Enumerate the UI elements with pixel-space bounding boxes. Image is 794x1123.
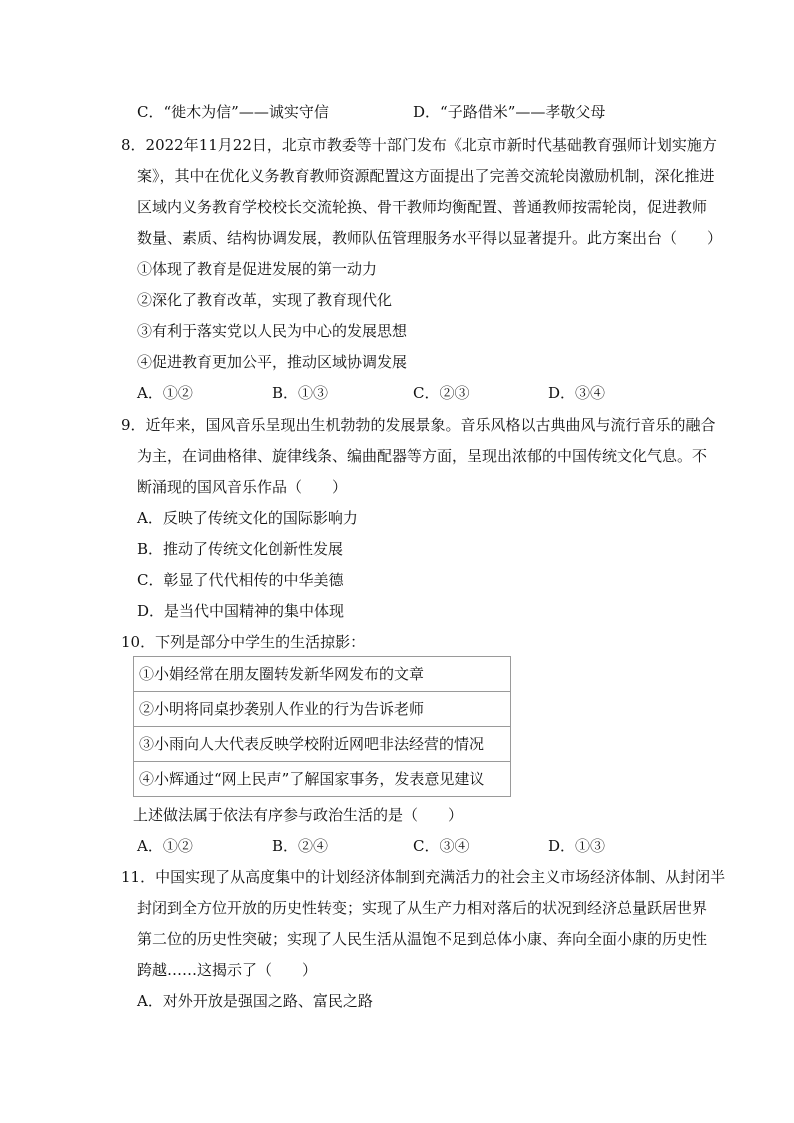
q8-stem-line: 区域内义务教育学校校长交流轮换、骨干教师均衡配置、普通教师按需轮岗，促进教师 xyxy=(137,198,708,216)
q10-scenario-table xyxy=(133,656,511,797)
q8-option-d: D．③④ xyxy=(548,384,606,402)
q11-stem-line: 11．中国实现了从高度集中的计划经济体制到充满活力的社会主义市场经济体制、从封闭半 xyxy=(121,868,726,886)
q10-option-c: C．③④ xyxy=(413,837,470,855)
q9-stem-line: 为主，在词曲格律、旋律线条、编曲配器等方面，呈现出浓郁的中国传统文化气息。不 xyxy=(137,447,708,465)
q9-stem-line: 断涌现的国风音乐作品（ ） xyxy=(137,478,348,496)
table-row xyxy=(134,762,511,797)
table-cell: ③小雨向人大代表反映学校附近网吧非法经营的情况 xyxy=(134,727,511,762)
q11-stem-line: 跨越……这揭示了（ ） xyxy=(137,961,318,979)
q8-stem-line: 8．2022年11月22日，北京市教委等十部门发布《北京市新时代基础教育强师计划实施方 xyxy=(121,136,717,154)
q11-stem-line: 第二位的历史性突破；实现了人民生活从温饱不足到总体小康、奔向全面小康的历史性 xyxy=(137,930,708,948)
table-row xyxy=(134,657,511,692)
table-row xyxy=(134,727,511,762)
q10-option-a: A．①② xyxy=(137,837,193,855)
q11-stem-line: 封闭到全方位开放的历史性转变；实现了从生产力相对落后的状况到经济总量跃居世界 xyxy=(137,899,708,917)
table-row xyxy=(134,692,511,727)
q7-option-c: C．“徙木为信”——诚实守信 xyxy=(137,103,329,121)
q9-option-c: C．彰显了代代相传的中华美德 xyxy=(137,571,344,589)
q8-option-b: B．①③ xyxy=(272,384,329,402)
q9-option-b: B．推动了传统文化创新性发展 xyxy=(137,540,344,558)
q9-option-d: D．是当代中国精神的集中体现 xyxy=(137,602,345,620)
q8-option-c: C．②③ xyxy=(413,384,470,402)
table-cell: ④小辉通过“网上民声”了解国家事务，发表意见建议 xyxy=(134,762,511,797)
q8-stem-line: 案》，其中在优化义务教育教师资源配置这方面提出了完善交流轮岗激励机制，深化推进 xyxy=(137,167,715,185)
q8-statement: ④促进教育更加公平，推动区域协调发展 xyxy=(137,353,408,371)
q9-stem-line: 9．近年来，国风音乐呈现出生机勃勃的发展景象。音乐风格以古典曲风与流行音乐的融合 xyxy=(121,416,716,434)
q10-option-d: D．①③ xyxy=(548,837,606,855)
q9-option-a: A．反映了传统文化的国际影响力 xyxy=(137,509,358,527)
q7-option-d: D．“子路借米”——孝敬父母 xyxy=(413,103,606,121)
q8-statement: ①体现了教育是促进发展的第一动力 xyxy=(137,260,378,278)
q8-option-a: A．①② xyxy=(137,384,193,402)
table-cell: ②小明将同桌抄袭别人作业的行为告诉老师 xyxy=(134,692,511,727)
q11-option-a: A．对外开放是强国之路、富民之路 xyxy=(137,992,373,1010)
q8-statement: ②深化了教育改革，实现了教育现代化 xyxy=(137,291,393,309)
q8-stem-line: 数量、素质、结构协调发展，教师队伍管理服务水平得以显著提升。此方案出台（ ） xyxy=(137,229,723,247)
q10-option-b: B．②④ xyxy=(272,837,329,855)
q8-statement: ③有利于落实党以人民为中心的发展思想 xyxy=(137,322,408,340)
q10-intro: 10．下列是部分中学生的生活掠影： xyxy=(121,633,366,651)
table-cell: ①小娟经常在朋友圈转发新华网发布的文章 xyxy=(134,657,511,692)
q10-question: 上述做法属于依法有序参与政治生活的是（ ） xyxy=(133,806,464,824)
